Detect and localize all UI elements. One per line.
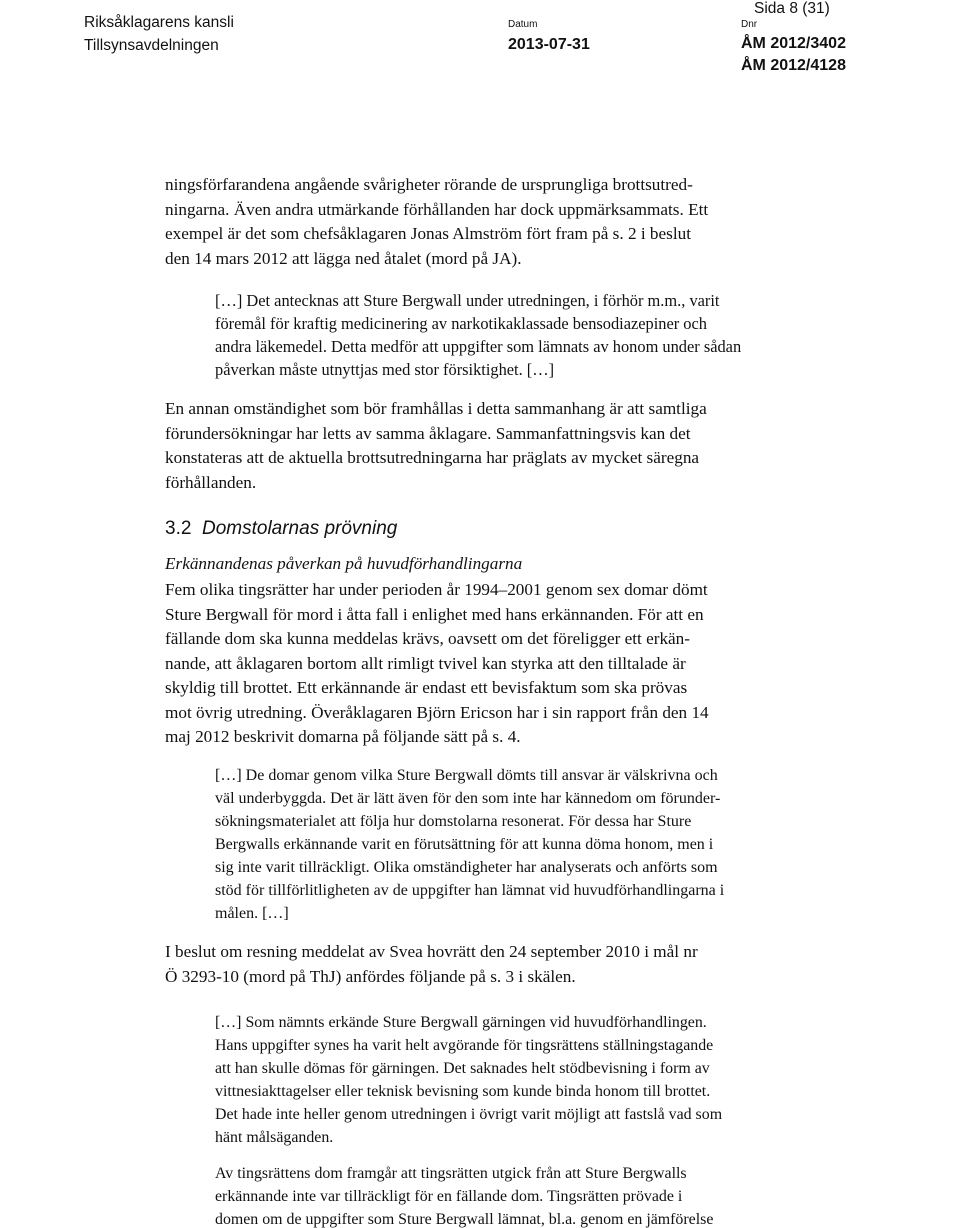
- dnr-value-2: ÅM 2012/4128: [741, 57, 846, 74]
- text-line: hänt målsäganden.: [215, 1129, 334, 1146]
- section-title: Domstolarnas prövning: [201, 518, 398, 539]
- body-paragraph-2: [165, 397, 815, 495]
- block-quote-1: [215, 289, 795, 381]
- text-line: Ö 3293-10 (mord på ThJ) anfördes följande på s. 3 i skälen.: [165, 966, 576, 986]
- text-line: att han skulle dömas för gärningen. Det saknades helt stödbevisning i form av: [215, 1060, 710, 1077]
- text-line: föremål för kraftig medicinering av narkotikaklassade bensodiazepiner och: [215, 314, 707, 333]
- text-line: nande, att åklagaren bortom allt rimligt tvivel kan styrka att den tilltalade är: [165, 653, 686, 673]
- text-line: sökningsmaterialet att följa hur domstolarna resonerat. För dessa har Sture: [215, 813, 692, 830]
- text-line: ningarna. Även andra utmärkande förhållanden har dock uppmärksammats. Ett: [165, 199, 709, 219]
- text-line: vittnesiakttagelser eller teknisk bevisning som kunde binda honom till brottet.: [215, 1083, 711, 1100]
- text-line: den 14 mars 2012 att lägga ned åtalet (mord på JA).: [165, 248, 522, 268]
- text-line: Fem olika tingsrätter har under perioden år 1994–2001 genom sex domar dömt: [165, 580, 708, 599]
- date-label: Datum: [508, 19, 538, 30]
- section-number: 3.2: [165, 518, 192, 539]
- text-line: väl underbyggda. Det är lätt även för den som inte har kännedom om förunder-: [215, 790, 721, 807]
- date-value: 2013-07-31: [508, 36, 590, 53]
- block-quote-2: [215, 764, 795, 925]
- body-paragraph-4: [165, 940, 815, 989]
- text-line: Bergwalls erkännande varit en förutsättning för att kunna döma honom, men i: [215, 836, 714, 853]
- text-line: domen om de uppgifter som Sture Bergwall lämnat, bl.a. genom en jämförelse: [215, 1211, 714, 1228]
- text-line: Hans uppgifter synes ha varit helt avgörande för tingsrättens ställningstagande: [215, 1037, 714, 1054]
- text-line: sig inte varit tillräckligt. Olika omständigheter har analyserats och anförts som: [215, 859, 718, 876]
- text-line: maj 2012 beskrivit domarna på följande sätt på s. 4.: [165, 727, 521, 746]
- text-line: konstateras att de aktuella brottsutredningarna har präglats av mycket säregna: [165, 448, 700, 467]
- body-paragraph-1: [165, 173, 815, 271]
- section-heading: [165, 518, 397, 540]
- text-line: skyldig till brottet. Ett erkännande är endast ett bevisfaktum som ska prövas: [165, 678, 688, 697]
- body-paragraph-3: [165, 578, 815, 750]
- text-line: ningsförfarandena angående svårigheter rörande de ursprungliga brottsutred-: [165, 175, 693, 194]
- text-line: Det hade inte heller genom utredningen i övrigt varit möjligt att fastslå vad som: [215, 1106, 723, 1123]
- organization-department: Tillsynsavdelningen: [84, 37, 219, 54]
- text-line: En annan omständighet som bör framhållas i detta sammanhang är att samtliga: [165, 399, 707, 418]
- text-line: […] De domar genom vilka Sture Bergwall dömts till ansvar är välskrivna och: [215, 767, 718, 784]
- text-line: I beslut om resning meddelat av Svea hovrätt den 24 september 2010 i mål nr: [165, 942, 698, 961]
- block-quote-3: [215, 1011, 795, 1149]
- text-line: […] Som nämnts erkände Sture Bergwall gärningen vid huvudförhandlingen.: [215, 1014, 707, 1031]
- text-line: förhållanden.: [165, 472, 257, 492]
- text-line: målen. […]: [215, 905, 289, 922]
- text-line: Av tingsrättens dom framgår att tingsrätten utgick från att Sture Bergwalls: [215, 1165, 687, 1182]
- dnr-label: Dnr: [741, 19, 758, 30]
- text-line: exempel är det som chefsåklagaren Jonas Almström fört fram på s. 2 i beslut: [165, 224, 691, 243]
- block-quote-4: [215, 1162, 795, 1228]
- text-line: påverkan måste utnyttjas med stor försiktighet. […]: [215, 360, 555, 379]
- page-number: Sida 8 (31): [754, 0, 830, 17]
- dnr-value-1: ÅM 2012/3402: [741, 35, 846, 52]
- text-line: stöd för tillförlitligheten av de uppgifter han lämnat vid huvudförhandlingarna i: [215, 882, 725, 899]
- text-line: mot övrig utredning. Överåklagaren Björn Ericson har i sin rapport från den 14: [165, 702, 709, 722]
- organization-name: Riksåklagarens kansli: [84, 14, 234, 31]
- text-line: fällande dom ska kunna meddelas krävs, oavsett om det föreligger ett erkän-: [165, 629, 690, 648]
- text-line: förundersökningar har letts av samma åklagare. Sammanfattningsvis kan det: [165, 423, 691, 443]
- text-line: andra läkemedel. Detta medför att uppgifter som lämnats av honom under sådan: [215, 337, 742, 356]
- text-line: erkännande inte var tillräckligt för en fällande dom. Tingsrätten prövade i: [215, 1188, 683, 1205]
- text-line: Sture Bergwall för mord i åtta fall i enlighet med hans erkännanden. För att en: [165, 604, 704, 624]
- subheading: Erkännandenas påverkan på huvudförhandlingarna: [165, 554, 523, 573]
- text-line: […] Det antecknas att Sture Bergwall under utredningen, i förhör m.m., varit: [215, 291, 720, 310]
